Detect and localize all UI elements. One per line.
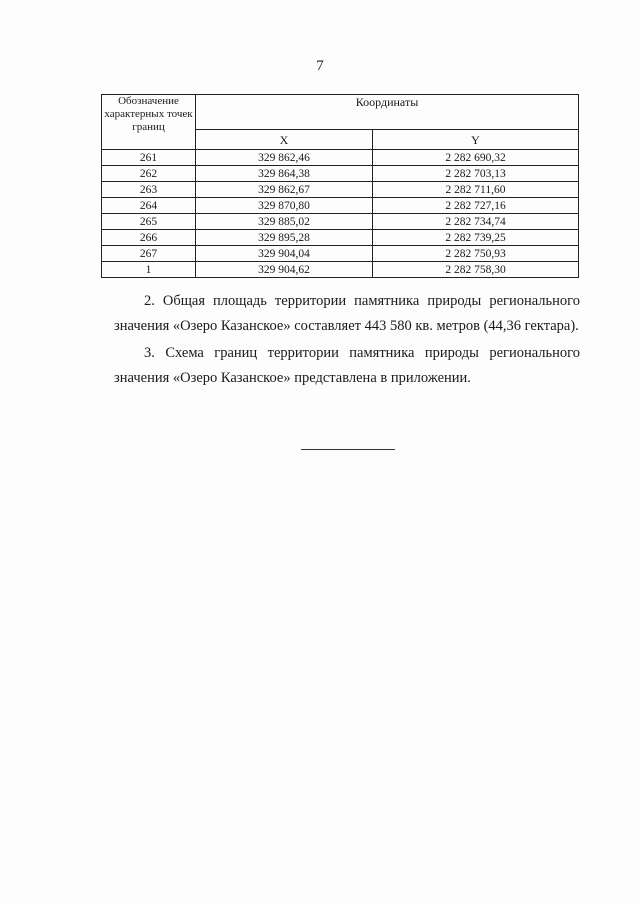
header-designation: Обозначение характерных точек границ — [102, 95, 196, 150]
header-y: Y — [373, 130, 579, 150]
table-row — [102, 198, 579, 214]
separator-line — [301, 449, 395, 450]
point-cell: 1 — [102, 262, 196, 278]
x-cell: 329 885,02 — [196, 214, 373, 230]
x-cell: 329 904,62 — [196, 262, 373, 278]
coordinates-table — [101, 94, 579, 278]
y-cell: 2 282 750,93 — [373, 246, 579, 262]
point-cell: 262 — [102, 166, 196, 182]
table-row — [102, 246, 579, 262]
x-cell: 329 904,04 — [196, 246, 373, 262]
y-cell: 2 282 703,13 — [373, 166, 579, 182]
header-coordinates: Координаты — [196, 95, 579, 130]
y-cell: 2 282 727,16 — [373, 198, 579, 214]
x-cell: 329 870,80 — [196, 198, 373, 214]
point-cell: 266 — [102, 230, 196, 246]
y-cell: 2 282 690,32 — [373, 150, 579, 166]
point-cell: 261 — [102, 150, 196, 166]
y-cell: 2 282 711,60 — [373, 182, 579, 198]
table-row — [102, 262, 579, 278]
y-cell: 2 282 739,25 — [373, 230, 579, 246]
table-row — [102, 150, 579, 166]
table-row — [102, 214, 579, 230]
paragraph-boundary-scheme: 3. Схема границ территории памятника природы регионального значения «Озеро Казанское» представлена в приложении. — [114, 345, 580, 386]
point-cell: 267 — [102, 246, 196, 262]
y-cell: 2 282 734,74 — [373, 214, 579, 230]
table-row — [102, 230, 579, 246]
x-cell: 329 895,28 — [196, 230, 373, 246]
header-x: X — [196, 130, 373, 150]
point-cell: 264 — [102, 198, 196, 214]
x-cell: 329 862,46 — [196, 150, 373, 166]
x-cell: 329 864,38 — [196, 166, 373, 182]
point-cell: 263 — [102, 182, 196, 198]
y-cell: 2 282 758,30 — [373, 262, 579, 278]
x-cell: 329 862,67 — [196, 182, 373, 198]
table-row — [102, 166, 579, 182]
table-row — [102, 182, 579, 198]
page-number: 7 — [316, 58, 324, 74]
paragraph-total-area: 2. Общая площадь территории памятника природы регионального значения «Озеро Казанское» составляет 443 580 кв. метров (44,36 гектара). — [114, 293, 580, 334]
point-cell: 265 — [102, 214, 196, 230]
